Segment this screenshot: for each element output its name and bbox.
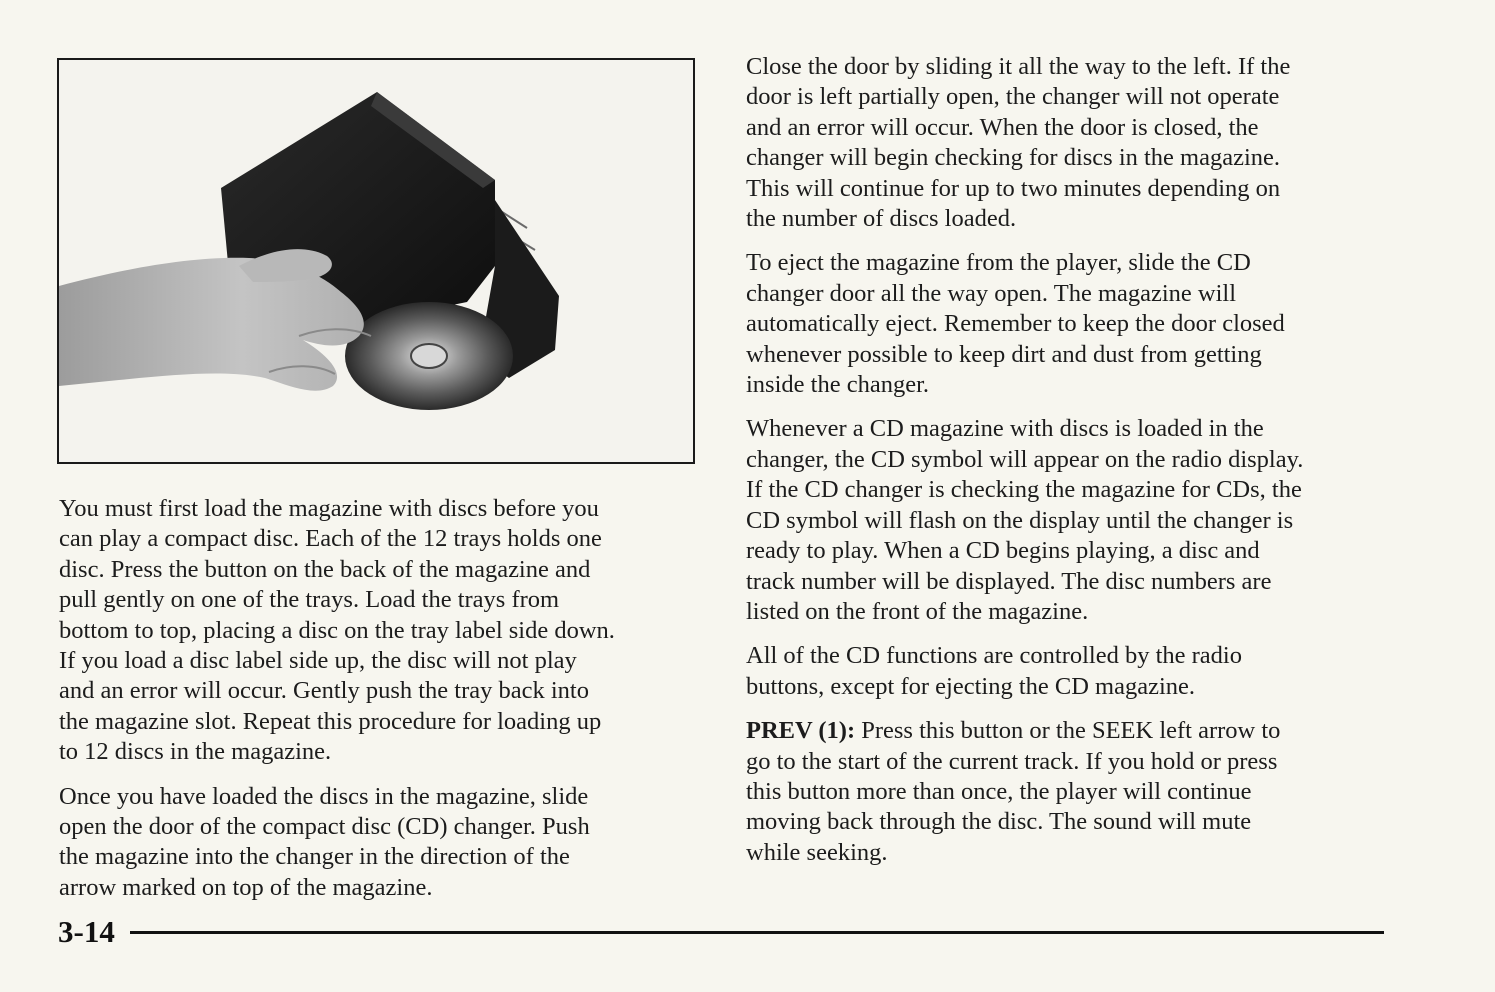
text-line: whenever possible to keep dirt and dust from getting [746,340,1262,368]
text-line: changer will begin checking for discs in the magazine. [746,144,1281,172]
text-line: listed on the front of the magazine. [746,597,1089,625]
text-line: If you load a disc label side up, the disc will not play [59,647,577,675]
paragraph-eject-magazine [746,248,1388,400]
text-line [746,716,1388,746]
text-line: door is left partially open, the changer will not operate [746,83,1280,111]
text-line: and an error will occur. Gently push the tray back into [59,677,589,705]
paragraph-close-door [746,52,1388,234]
text-line: and an error will occur. When the door is closed, the [746,113,1259,141]
text-line: If the CD changer is checking the magazine for CDs, the [746,476,1302,504]
text-line: moving back through the disc. The sound will mute [746,808,1252,836]
text-line: go to the start of the current track. If you hold or press [746,747,1278,775]
text-line: ready to play. When a CD begins playing, a disc and [746,537,1260,565]
paragraph-insert-magazine [59,782,701,904]
text-line: disc. Press the button on the back of the magazine and [59,555,591,583]
text-line: can play a compact disc. Each of the 12 trays holds one [59,525,602,553]
paragraph-prev-button [746,716,1388,868]
text-line: Close the door by sliding it all the way to the left. If the [746,53,1291,80]
text-line: changer door all the way open. The magazine will [746,279,1237,307]
prev-description: Press this button or the SEEK left arrow to [855,717,1281,745]
text-line: arrow marked on top of the magazine. [59,873,433,901]
text-line: to 12 discs in the magazine. [59,738,332,766]
text-line: buttons, except for ejecting the CD magazine. [746,672,1196,700]
text-line: Whenever a CD magazine with discs is loaded in the [746,415,1264,443]
text-line: All of the CD functions are controlled by the radio [746,642,1242,670]
text-line: inside the changer. [746,371,930,399]
text-line: To eject the magazine from the player, slide the CD [746,249,1251,277]
text-line: the magazine slot. Repeat this procedure for loading up [59,707,602,735]
text-line: automatically eject. Remember to keep the door closed [746,310,1285,338]
text-line: the number of discs loaded. [746,205,1017,233]
left-text-column [59,494,701,917]
right-text-column [746,52,1388,882]
text-line: while seeking. [746,838,888,866]
text-line: the magazine into the changer in the direction of the [59,843,570,871]
text-line: CD symbol will flash on the display until the changer is [746,506,1294,534]
prev-button-label: PREV (1): [746,717,856,745]
paragraph-loading-magazine [59,494,701,768]
footer-rule [130,931,1384,934]
text-line: open the door of the compact disc (CD) changer. Push [59,813,590,841]
text-line: this button more than once, the player will continue [746,777,1252,805]
paragraph-cd-functions [746,641,1388,702]
page-footer [58,912,1384,952]
text-line: You must first load the magazine with discs before you [59,495,599,522]
text-line: Once you have loaded the discs in the magazine, slide [59,782,589,810]
text-line: bottom to top, placing a disc on the tray label side down. [59,616,615,644]
text-line: changer, the CD symbol will appear on the radio display. [746,445,1304,473]
cd-magazine-illustration [59,60,693,462]
text-line: track number will be displayed. The disc numbers are [746,567,1272,595]
page-number: 3-14 [58,914,115,949]
paragraph-cd-symbol [746,414,1388,627]
cd-magazine-photo [57,58,695,464]
text-line: pull gently on one of the trays. Load the trays from [59,586,560,614]
text-line: This will continue for up to two minutes depending on [746,174,1281,202]
